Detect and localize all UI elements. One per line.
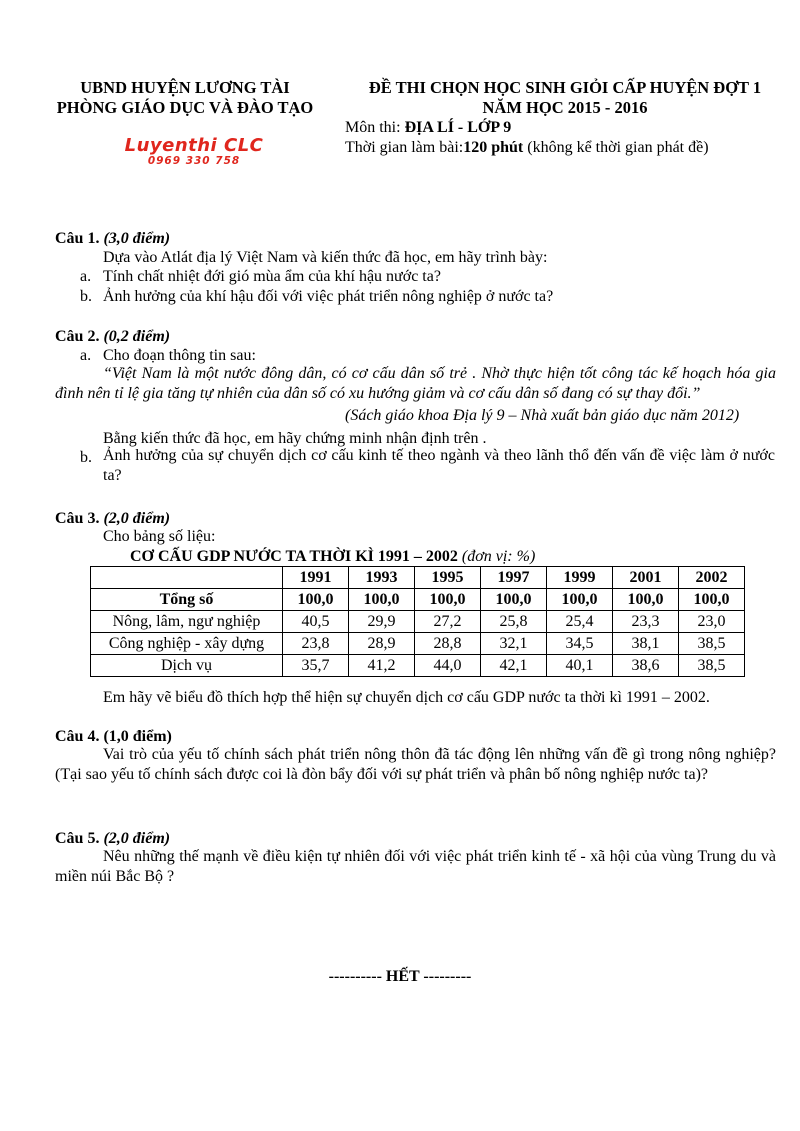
q2-source: (Sách giáo khoa Địa lý 9 – Nhà xuất bản giáo dục năm 2012) (345, 407, 740, 424)
value-cell: 38,1 (613, 633, 679, 655)
table-title: CƠ CẤU GDP NƯỚC TA THỜI KÌ 1991 – 2002 (130, 548, 462, 565)
table-unit: (đơn vị: %) (461, 548, 536, 565)
q4-text: Vai trò của yếu tố chính sách phát triển nông thôn đã tác động lên những vấn đề gì trong nông nghiệp? (Tại sao yếu tố chính sách được coi là đòn bẩy đối với sự phát triển và phân bố nông nghiệp nước ta)? (55, 746, 776, 783)
q4-points: (1,0 điểm) (99, 728, 172, 745)
year-cell: 1995 (415, 567, 481, 589)
table-header-blank (91, 567, 283, 589)
value-cell: 32,1 (481, 633, 547, 655)
q2-a-text: Cho đoạn thông tin sau: (103, 347, 256, 364)
value-cell: 35,7 (283, 655, 349, 677)
q5-text: Nêu những thế mạnh về điều kiện tự nhiên đối với việc phát triển kinh tế - xã hội của vùng Trung du và miền núi Bắc Bộ ? (55, 848, 776, 885)
time-line (345, 138, 785, 158)
value-cell: 41,2 (349, 655, 415, 677)
value-cell: 100,0 (349, 589, 415, 611)
table-header-row (91, 567, 745, 589)
q5-points: (2,0 điểm) (103, 830, 171, 847)
table-row (91, 611, 745, 633)
row-label: Dịch vụ (91, 655, 283, 677)
q1-b-text: Ảnh hưởng của khí hậu đối với việc phát triển nông nghiệp ở nước ta? (103, 288, 554, 305)
value-cell: 40,5 (283, 611, 349, 633)
q2-a-marker: a. (80, 347, 92, 364)
q5-heading (55, 829, 170, 848)
row-label: Công nghiệp - xây dựng (91, 633, 283, 655)
issuer-block (50, 78, 320, 118)
row-label: Tổng số (91, 589, 283, 611)
year-cell: 1997 (481, 567, 547, 589)
value-cell: 38,5 (679, 655, 745, 677)
table-title-line (130, 547, 535, 566)
value-cell: 100,0 (415, 589, 481, 611)
end-marker: ---------- HẾT --------- (328, 968, 472, 985)
value-cell: 27,2 (415, 611, 481, 633)
table-row (91, 655, 745, 677)
value-cell: 28,8 (415, 633, 481, 655)
table-row (91, 589, 745, 611)
time-value: 120 phút (463, 139, 524, 156)
brand-logo (114, 136, 274, 167)
year-cell: 1991 (283, 567, 349, 589)
year-cell: 2002 (679, 567, 745, 589)
year-cell: 2001 (613, 567, 679, 589)
value-cell: 25,4 (547, 611, 613, 633)
q5-label: Câu 5. (55, 830, 104, 847)
time-note: (không kể thời gian phát đề) (523, 139, 709, 156)
value-cell: 23,3 (613, 611, 679, 633)
q1-label: Câu 1. (55, 230, 104, 247)
q2-b-text: Ảnh hưởng của sự chuyển dịch cơ cấu kinh tế theo ngành và theo lãnh thổ đến vấn đề việc làm ở nước ta? (103, 447, 775, 484)
table-row (91, 633, 745, 655)
q2-points: (0,2 điểm) (103, 328, 171, 345)
q1-b-marker: b. (80, 288, 92, 305)
subject-label: Môn thi: (345, 119, 405, 136)
year-cell: 1999 (547, 567, 613, 589)
value-cell: 42,1 (481, 655, 547, 677)
gdp-table (90, 566, 745, 677)
time-label: Thời gian làm bài: (345, 139, 464, 156)
q3-instruction: Em hãy vẽ biểu đồ thích hợp thể hiện sự chuyển dịch cơ cấu GDP nước ta thời kì 1991 – 2002. (103, 689, 710, 706)
subject-line (345, 118, 785, 138)
value-cell: 34,5 (547, 633, 613, 655)
value-cell: 44,0 (415, 655, 481, 677)
q4-heading (55, 727, 172, 746)
issuer-line-1: UBND HUYỆN LƯƠNG TÀI (80, 78, 290, 97)
exam-header (345, 78, 785, 158)
value-cell: 100,0 (613, 589, 679, 611)
row-label: Nông, lâm, ngư nghiệp (91, 611, 283, 633)
value-cell: 23,8 (283, 633, 349, 655)
logo-brand: Luyenthi CLC (124, 135, 264, 156)
q1-a-marker: a. (80, 268, 92, 285)
q2-heading (55, 327, 170, 346)
q3-points: (2,0 điểm) (103, 510, 171, 527)
logo-phone: 0969 330 758 (147, 155, 241, 167)
value-cell: 100,0 (283, 589, 349, 611)
q2-quote: “Việt Nam là một nước đông dân, có cơ cấu dân số trẻ . Nhờ thực hiện tốt công tác kế hoạch hóa gia đình nên tỉ lệ gia tăng tự nhiên của dân số có xu hướng giảm và cơ cấu dân số đang có sự thay đổi.” (55, 365, 776, 402)
value-cell: 100,0 (481, 589, 547, 611)
subject-value: ĐỊA LÍ - LỚP 9 (404, 119, 512, 136)
q3-intro: Cho bảng số liệu: (103, 528, 216, 545)
value-cell: 29,9 (349, 611, 415, 633)
value-cell: 28,9 (349, 633, 415, 655)
value-cell: 40,1 (547, 655, 613, 677)
exam-title: ĐỀ THI CHỌN HỌC SINH GIỎI CẤP HUYỆN ĐỢT 1 (368, 78, 762, 97)
value-cell: 23,0 (679, 611, 745, 633)
q2-prompt: Bằng kiến thức đã học, em hãy chứng minh nhận định trên . (103, 430, 487, 447)
q1-heading (55, 229, 170, 248)
issuer-line-2: PHÒNG GIÁO DỤC VÀ ĐÀO TẠO (56, 98, 314, 117)
value-cell: 100,0 (679, 589, 745, 611)
q4-label: Câu 4. (55, 728, 100, 745)
value-cell: 38,6 (613, 655, 679, 677)
value-cell: 38,5 (679, 633, 745, 655)
q2-b-marker: b. (80, 449, 92, 466)
school-year: NĂM HỌC 2015 - 2016 (482, 98, 648, 117)
value-cell: 25,8 (481, 611, 547, 633)
q1-a-text: Tính chất nhiệt đới gió mùa ẩm của khí hậu nước ta? (103, 268, 441, 285)
q1-points: (3,0 điểm) (103, 230, 171, 247)
q3-label: Câu 3. (55, 510, 104, 527)
q3-heading (55, 509, 170, 528)
q1-intro: Dựa vào Atlát địa lý Việt Nam và kiến thức đã học, em hãy trình bày: (103, 249, 548, 266)
year-cell: 1993 (349, 567, 415, 589)
q2-label: Câu 2. (55, 328, 104, 345)
value-cell: 100,0 (547, 589, 613, 611)
